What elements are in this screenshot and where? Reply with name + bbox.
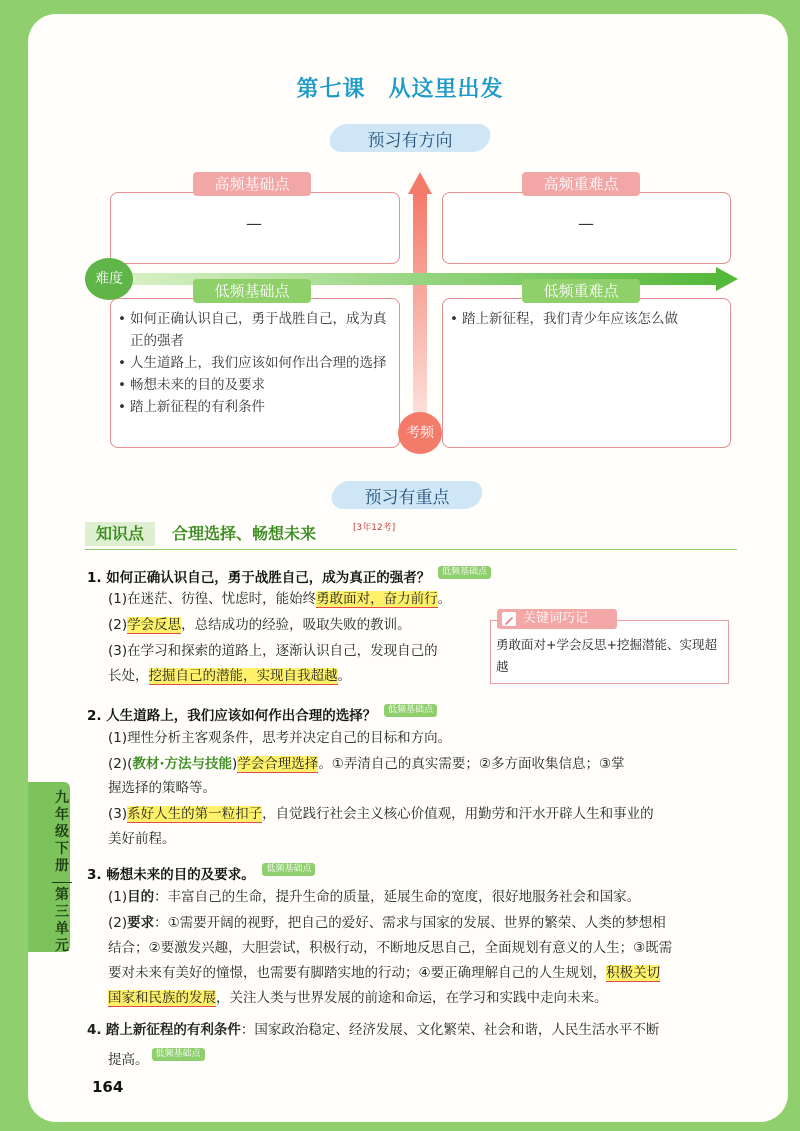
q2-point-3-cont: 美好前程。: [108, 831, 176, 847]
knowledge-title: 合理选择、畅想未来: [172, 524, 317, 543]
frequency-tag: 低频基础点: [262, 863, 315, 876]
q3-point-2-line3: 要对未来有美好的憧憬，也需要有脚踏实地的行动；④要正确理解自己的人生规划，积极关切: [108, 965, 661, 981]
question-number: 2.: [87, 708, 102, 724]
question-number: 3.: [87, 867, 102, 883]
frequency-axis: [413, 192, 427, 422]
keyword-tip-text: 勇敢面对+学会反思+挖掘潜能、实现超越: [496, 637, 717, 674]
q1-point-3-cont: 长处，挖掘自己的潜能，实现自我超越。: [108, 668, 351, 684]
high-basic-content: —: [246, 214, 262, 233]
q1-point-2: (2)学会反思，总结成功的经验，吸取失败的教训。: [108, 617, 411, 633]
list-item: • 踏上新征程的有利条件: [118, 396, 393, 418]
lesson-title: 第七课 从这里出发: [296, 76, 504, 102]
question-1: [87, 566, 491, 586]
knowledge-frequency: [3年12考]: [353, 523, 396, 533]
frequency-tag: 低频基础点: [384, 704, 437, 717]
side-grade: 九年级下册: [55, 790, 69, 874]
low-difficult-label: 低频重难点: [522, 279, 640, 303]
q3-point-2: (2)要求：①需要开阔的视野，把自己的爱好、需求与国家的发展、世界的繁荣、人类的梦想相: [108, 915, 666, 931]
question-text: 如何正确认识自己，勇于战胜自己，成为真正的强者？: [106, 570, 431, 586]
preview-direction-heading: 预习有方向: [367, 131, 453, 151]
frequency-axis-arrow: [408, 172, 432, 194]
question-number: 1.: [87, 570, 102, 586]
list-item: • 踏上新征程，我们青少年应该怎么做: [450, 308, 728, 330]
high-difficult-label: 高频重难点: [522, 172, 640, 196]
q1-point-1: (1)在迷茫、彷徨、忧虑时，能始终勇敢面对，奋力前行。: [108, 591, 452, 607]
q3-point-2-line4: 国家和民族的发展，关注人类与世界发展的前途和命运，在学习和实践中走向未来。: [108, 990, 608, 1006]
frequency-tag: 低频基础点: [438, 566, 491, 579]
q2-point-3: (3)系好人生的第一粒扣子，自觉践行社会主义核心价值观，用勤劳和汗水开辟人生和事业的: [108, 806, 654, 822]
difficulty-circle: 难度: [85, 258, 133, 300]
q1-point-3: (3)在学习和探索的道路上，逐渐认识自己，发现自己的: [108, 643, 438, 659]
page-number: 164: [92, 1078, 124, 1096]
frequency-circle: 考频: [398, 412, 442, 454]
pencil-icon: [502, 612, 516, 626]
question-4: 4. 踏上新征程的有利条件：国家政治稳定、经济发展、文化繁荣、社会和谐，人民生活水平不断: [87, 1022, 660, 1038]
q3-point-1: (1)目的：丰富自己的生命，提升生命的质量，延展生命的宽度，很好地服务社会和国家。: [108, 889, 641, 905]
question-3: [87, 863, 315, 883]
high-difficult-content: —: [578, 214, 594, 233]
high-basic-label: 高频基础点: [193, 172, 311, 196]
q2-point-1: (1)理性分析主客观条件，思考并决定自己的目标和方向。: [108, 730, 452, 746]
q3-point-2-line2: 结合；②要激发兴趣，大胆尝试，积极行动，不断地反思自己，全面规划有意义的人生；③既需: [108, 940, 673, 956]
low-difficult-list: [450, 308, 728, 330]
list-item: • 如何正确认识自己，勇于战胜自己，成为真正的强者: [118, 308, 393, 352]
question-text: 人生道路上，我们应该如何作出合理的选择？: [106, 708, 377, 724]
side-unit: 第三单元: [52, 882, 72, 955]
question-4-cont: 提高。 低频基础点: [108, 1048, 205, 1072]
q2-point-2-cont: 握选择的策略等。: [108, 780, 216, 796]
list-item: • 畅想未来的目的及要求: [118, 374, 393, 396]
q2-point-2: (2)(教材·方法与技能)学会合理选择。①弄清自己的真实需要；②多方面收集信息；③掌: [108, 756, 625, 772]
low-basic-list: [118, 308, 393, 418]
preview-focus-heading: 预习有重点: [364, 488, 450, 508]
low-basic-label: 低频基础点: [193, 279, 311, 303]
question-text: 踏上新征程的有利条件: [105, 1022, 241, 1038]
knowledge-tag: 知识点: [85, 522, 155, 546]
frequency-tag: 低频基础点: [152, 1048, 205, 1061]
list-item: • 人生道路上，我们应该如何作出合理的选择: [118, 352, 393, 374]
question-number: 4.: [87, 1022, 102, 1038]
difficulty-axis-arrow: [716, 267, 738, 291]
question-2: [87, 704, 437, 724]
question-text: 畅想未来的目的及要求。: [106, 867, 255, 883]
keyword-tip-heading: 关键词巧记: [497, 609, 617, 629]
